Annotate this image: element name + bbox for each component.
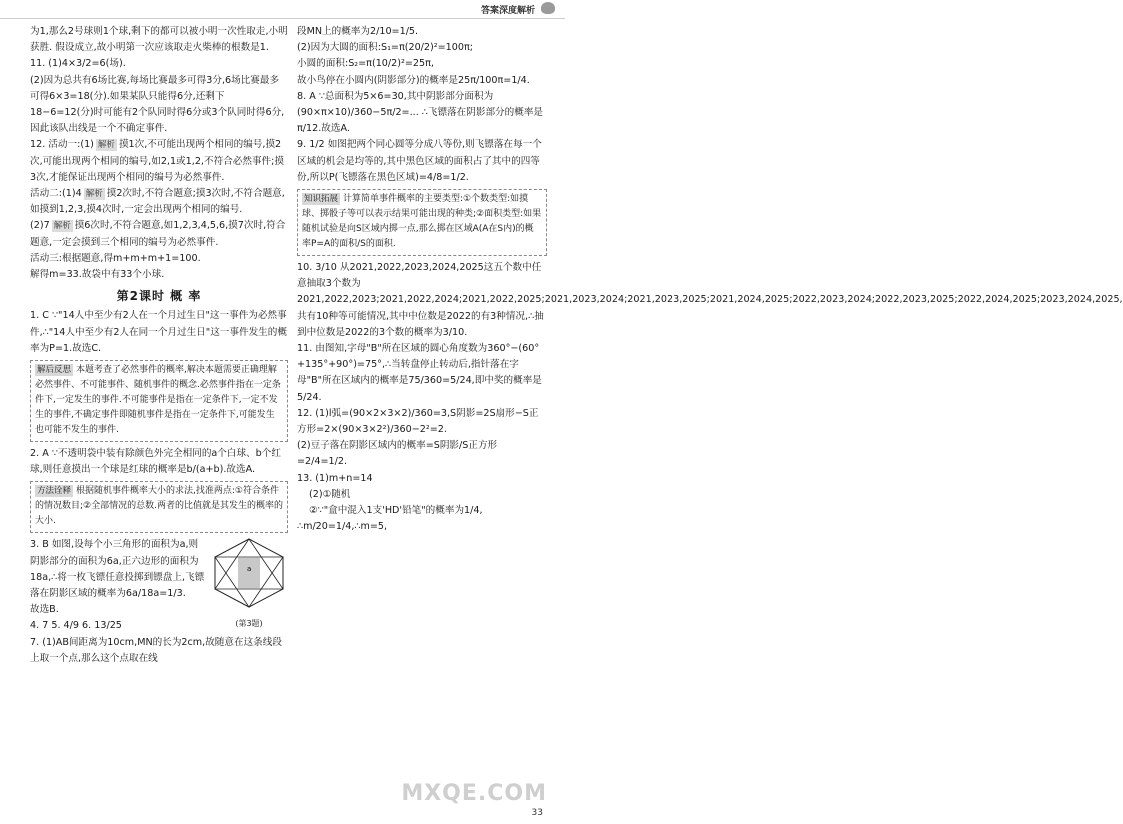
q11: 11. 由图知,字母"B"所在区域的圆心角度数为360°−(60°+135°+90°)=75°,∴当转盘停止转动后,指针落在字母"B"所在区域内的概率是75/360=5/24,即中奖的概率是5/24. — [297, 343, 542, 403]
q7: 7. (1)AB间距离为10cm,MN的长为2cm,故随意在这条线段上取一个点,那么这个点取在线 — [30, 636, 282, 664]
q12-activity2-part2 — [30, 218, 288, 250]
q12-b-label: 活动二:(1)4 — [30, 188, 82, 200]
knowledge-text: 计算简单事件概率的主要类型:①个数类型:如摸球、掷骰子等可以表示结果可能出现的种类;②面积类型:如果随机试验是向S区域内掷一点,那么掷在区域A(A在S内)的概率P=A的面积/S的面积. — [302, 194, 542, 250]
header-title: 答案深度解析 — [480, 6, 535, 16]
analysis-tag: 解析 — [85, 189, 103, 200]
q1: 1. C ∵"14人中至少有2人在一个月过生日"这一事件为必然事件,∴"14人中至少有2人在同一个月过生日"这一事件发生的概率为P=1.故选C. — [30, 310, 287, 354]
q13-part1: 13. (1)m+n=14 — [297, 472, 373, 484]
q12-solution: 解得m=33.故袋中有33个小球. — [30, 269, 165, 281]
hexagon-figure — [210, 537, 288, 628]
method-text: 根据随机事件概率大小的求法,找准两点:①符合条件的情况数目;②全部情况的总数.两者的比值就是其发生的概率的大小. — [35, 486, 283, 527]
q13-part2: (2)①随机 — [309, 488, 351, 500]
q3-end: 故选B. — [30, 604, 59, 616]
q13-part3: ②∵"盒中混入1支'HD'铅笔"的概率为1/4, — [309, 505, 483, 517]
knowledge-box — [297, 189, 547, 256]
q13-part4: ∴m/20=1/4,∴m=5, — [297, 521, 388, 533]
r2: (2)因为大圆的面积:S₁=π(20/2)²=100π; — [297, 42, 473, 54]
figure-caption: (第3题) — [235, 618, 263, 628]
hexagram-diagram — [210, 537, 288, 609]
q10: 10. 3/10 从2021,2022,2023,2024,2025这五个数中任意抽取3个数为2021,2022,2023;2021,2022,2024;2021,2022,2025;2021,2023,2024;2021,2023,2025;2021,2024,2025;2022,2023,2024;2022,2023,2025;2022,2024,2025;2023,2024,2025,共有10种等可能情况,其中中位数是2022的有3种情况,∴抽到中位数是2022的3个数的概率为3/10. — [297, 262, 1123, 338]
analysis-tag: 解析 — [53, 221, 71, 232]
q12-c-label: (2)7 — [30, 220, 50, 232]
method-box — [30, 481, 288, 533]
intro-text: 为1,那么2号球则1个球,剩下的都可以被小明一次性取走,小明获胜. 假设成立,故小明第一次应该取走火柴棒的根数是1. — [30, 26, 288, 54]
q4-q6: 4. 7 5. 4/9 6. 13/25 — [30, 620, 122, 632]
q12-c-text: 摸6次时,不符合题意,如1,2,3,4,5,6,摸7次时,符合题意,一定会摸到三个相同的编号为必然事件. — [30, 220, 286, 248]
q8: 8. A ∵总面积为5×6=30,其中阴影部分面积为(90×π×10)/360−5π/2=... ∴飞镖落在阴影部分的概率是π/12.故选A. — [297, 90, 544, 135]
q12-head — [30, 137, 288, 186]
page-number: 33 — [531, 808, 543, 818]
right-column — [297, 24, 1123, 535]
reflection-text: 本题考查了必然事件的概率,解决本题需要正确理解必然事件、不可能事件、随机事件的概念.必然事件指在一定条件下,一定发生的事件.不可能事件是指在一定条件下,一定不发生的事件,不确定事件即随机事件是指在一定条件下,可能发生也可能不发生的事件. — [35, 365, 281, 436]
q12-activity3: 活动三:根据题意,得m+m+m+1=100. — [30, 252, 201, 264]
q12-a: 摸1次,不可能出现两个相同的编号,摸2次,可能出现两个相同的编号,如2,1或1,2,不符合必然事件;摸3次,才能保证出现两个相同的编号为必然事件. — [30, 139, 284, 183]
r1: 段MN上的概率为2/10=1/5. — [297, 26, 419, 37]
q12-head-label: 12. 活动一:(1) — [30, 139, 94, 151]
r3: 小圆的面积:S₂=π(10/2)²=25π, — [297, 58, 434, 70]
q2: 2. A ∵不透明袋中装有除颜色外完全相同的a个白球、b个红球,则任意摸出一个球是红球的概率是b/(a+b).故选A. — [30, 448, 281, 476]
watermark: MXQE.COM — [401, 781, 547, 806]
reflection-tag: 解后反思 — [37, 365, 72, 376]
q9: 9. 1/2 如图把两个同心圆等分成八等份,则飞镖落在每一个区域的机会是均等的,其中黑色区域的面积占了其中的四等份,所以P(飞镖落在黑色区域)=4/8=1/2. — [297, 139, 542, 183]
knowledge-tag: 知识拓展 — [304, 194, 339, 205]
q12-part1: 12. (1)l弧=(90×2×3×2)/360=3,S阴影=2S扇形−S正方形=2×(90×3×2²)/360−2²=2. — [297, 407, 539, 436]
q3: 3. B 如图,设每个小三角形的面积为a,则阴影部分的面积为6a,正六边形的面积为18a,∴将一枚飞镖任意投掷到镖盘上,飞镖落在阴影区域的概率为6a/18a=1/3. — [30, 539, 205, 600]
q12-activity2 — [30, 186, 288, 218]
left-column — [30, 24, 288, 667]
svg-text:a: a — [247, 565, 252, 574]
q11-part1: 11. (1)4×3/2=6(场). — [30, 58, 126, 70]
method-tag: 方法诠释 — [37, 486, 72, 497]
reflection-box — [30, 360, 288, 442]
page-header — [0, 0, 565, 19]
section-title: 第2课时 概 率 — [116, 289, 202, 304]
analysis-tag: 解析 — [97, 140, 115, 151]
emblem-icon — [541, 2, 555, 14]
q12-b-text: 摸2次时,不符合题意;摸3次时,不符合题意,如摸到1,2,3,摸4次时,一定会出现两个相同的编号. — [30, 188, 285, 216]
q12-part2: (2)豆子落在阴影区域内的概率=S阴影/S正方形=2/4=1/2. — [297, 440, 498, 468]
r4: 故小鸟停在小圆内(阴影部分)的概率是25π/100π=1/4. — [297, 74, 530, 86]
q11-part2: (2)因为总共有6场比赛,每场比赛最多可得3分,6场比赛最多可得6×3=18(分).如果某队只能得6分,还剩下18−6=12(分)时可能有2个队同时得6分或3个队同时得6分,因此该队出线是一个不确定事件. — [30, 74, 285, 135]
